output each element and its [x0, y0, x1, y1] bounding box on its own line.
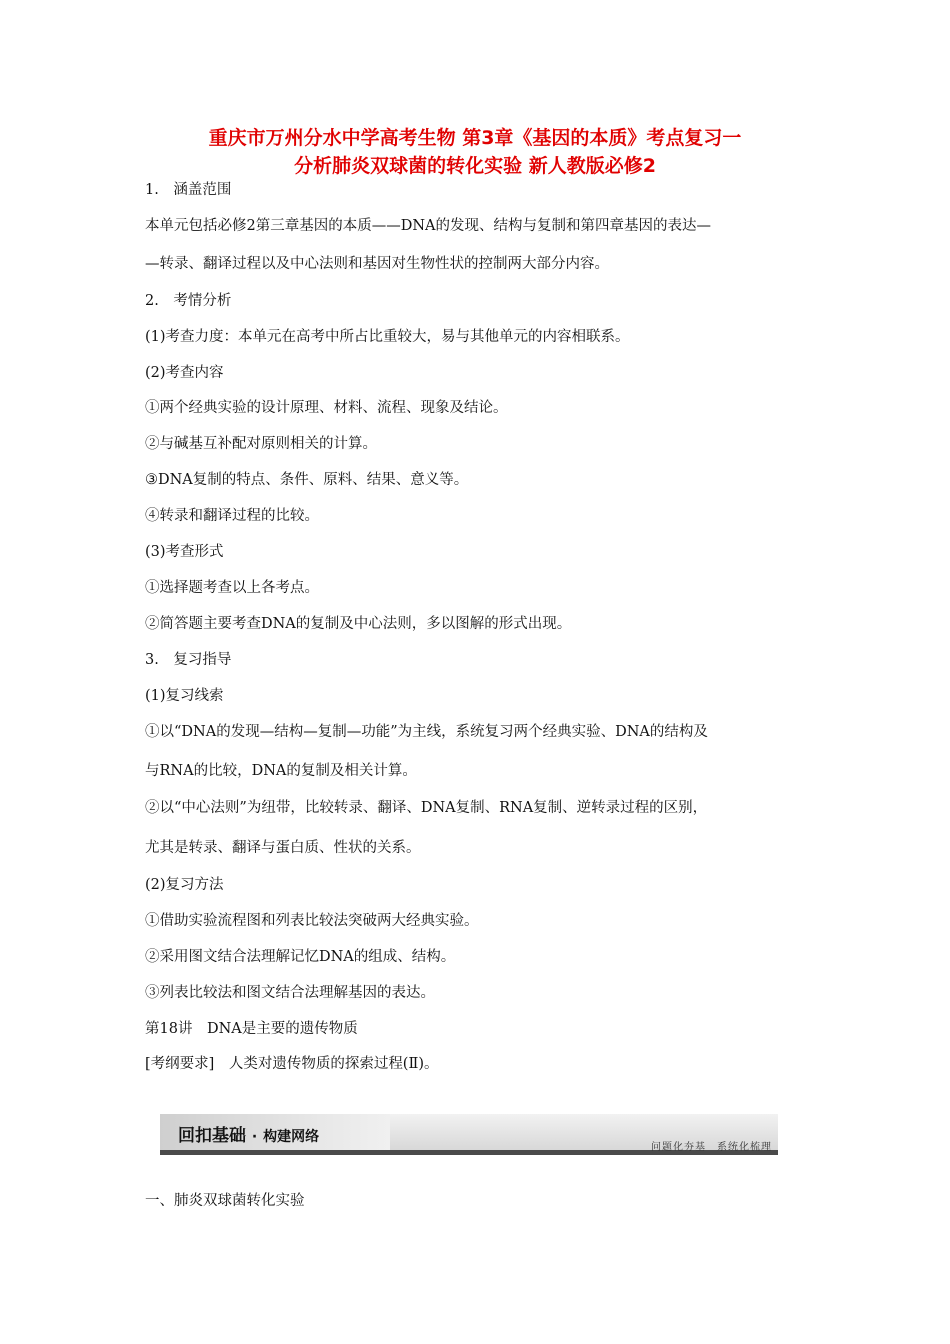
text-line: ②采用图文结合法理解记忆DNA的组成、结构。 — [145, 949, 456, 965]
banner-dot: · — [251, 1129, 258, 1145]
document-title-line-1: 重庆市万州分水中学高考生物 第3章《基因的本质》考点复习一 — [208, 127, 742, 149]
text-line: ①以“DNA的发现—结构—复制—功能”为主线，系统复习两个经典实验、DNA的结构及 — [145, 724, 708, 740]
text-line: 2. 考情分析 — [145, 293, 232, 309]
text-line: ①选择题考查以上各考点。 — [145, 580, 319, 596]
text-line: ①两个经典实验的设计原理、材料、流程、现象及结论。 — [145, 400, 508, 416]
text-line: —转录、翻译过程以及中心法则和基因对生物性状的控制两大部分内容。 — [145, 256, 609, 272]
section-banner — [160, 1114, 778, 1156]
text-line: ③列表比较法和图文结合法理解基因的表达。 — [145, 985, 435, 1001]
banner-right-text: 问题化夯基 系统化梳理 — [651, 1142, 772, 1153]
text-line: 3. 复习指导 — [145, 652, 232, 668]
text-line: (2)考查内容 — [145, 365, 224, 381]
section-heading: 一、肺炎双球菌转化实验 — [145, 1193, 305, 1209]
text-line: 第18讲 DNA是主要的遗传物质 — [145, 1021, 358, 1037]
document-title-line-2: 分析肺炎双球菌的转化实验 新人教版必修2 — [294, 155, 656, 177]
banner-main-text: 回扣基础 — [178, 1126, 246, 1146]
text-line: ②与碱基互补配对原则相关的计算。 — [145, 436, 377, 452]
text-line: ①借助实验流程图和列表比较法突破两大经典实验。 — [145, 913, 479, 929]
text-line: ④转录和翻译过程的比较。 — [145, 508, 319, 524]
banner-title — [178, 1121, 319, 1146]
text-line: [考纲要求] 人类对遗传物质的探索过程(Ⅱ)。 — [145, 1056, 439, 1072]
text-line: (3)考查形式 — [145, 544, 224, 560]
text-line: (1)考查力度：本单元在高考中所占比重较大，易与其他单元的内容相联系。 — [145, 329, 630, 345]
text-line: (1)复习线索 — [145, 688, 224, 704]
text-line: (2)复习方法 — [145, 877, 224, 893]
text-line: ③DNA复制的特点、条件、原料、结果、意义等。 — [145, 472, 469, 488]
text-line: 尤其是转录、翻译与蛋白质、性状的关系。 — [145, 840, 421, 856]
text-line: ②以“中心法则”为纽带，比较转录、翻译、DNA复制、RNA复制、逆转录过程的区别， — [145, 800, 708, 816]
text-line: 本单元包括必修2第三章基因的本质——DNA的发现、结构与复制和第四章基因的表达— — [145, 218, 712, 234]
text-line: 与RNA的比较，DNA的复制及相关计算。 — [145, 763, 417, 779]
text-line: 1. 涵盖范围 — [145, 182, 232, 198]
banner-sub-text: 构建网络 — [263, 1129, 320, 1145]
text-line: ②简答题主要考查DNA的复制及中心法则，多以图解的形式出现。 — [145, 616, 572, 632]
